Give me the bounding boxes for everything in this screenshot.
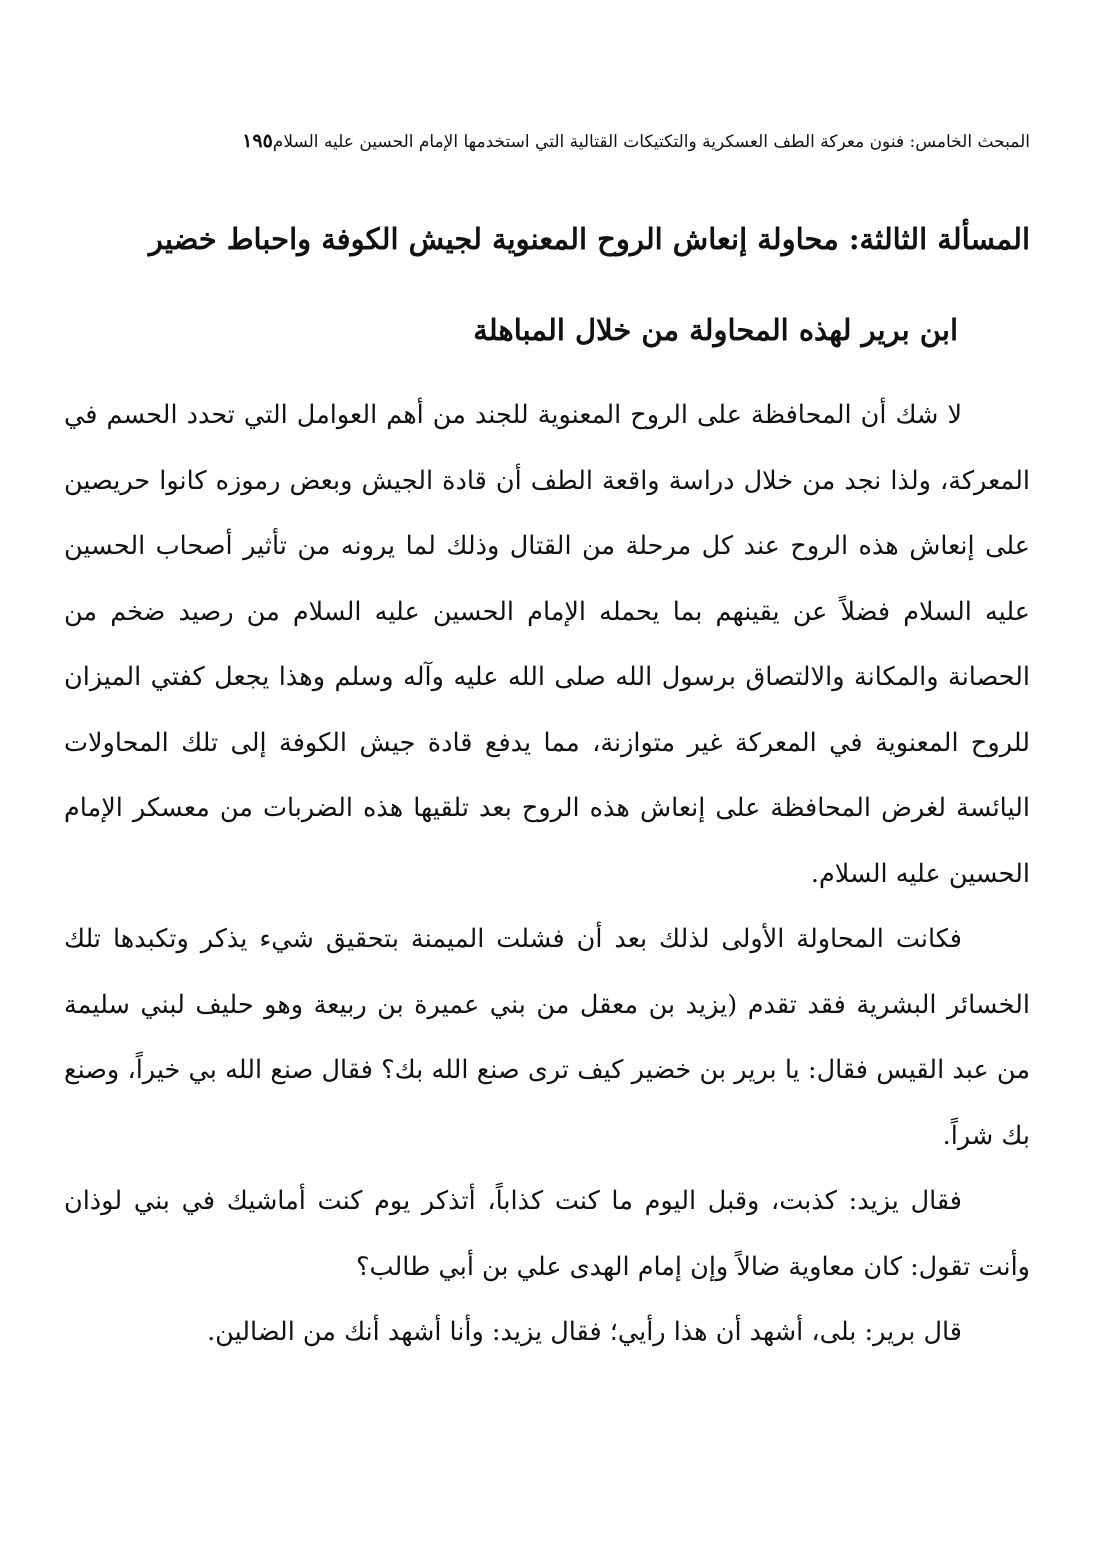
page-number: ١٩٥ bbox=[242, 130, 273, 152]
running-header-title: المبحث الخامس: فنون معركة الطف العسكرية والتكتيكات القتالية التي استخدمها الإمام الحسين عليه السلام bbox=[272, 132, 1030, 152]
paragraph-3: فقال يزيد: كذبت، وقبل اليوم ما كنت كذاباً، أتذكر يوم كنت أماشيك في بني لوذان وأنت تقول: كان معاوية ضالاً وإن إمام الهدى علي بن أبي طالب؟ bbox=[64, 1186, 1030, 1282]
body-text bbox=[64, 383, 1030, 1366]
section-title-line-1: المسألة الثالثة: محاولة إنعاش الروح المعنوية لجيش الكوفة واحباط خضير bbox=[148, 222, 1030, 256]
section-title-line-2: ابن برير لهذه المحاولة من خلال المباهلة bbox=[473, 313, 958, 347]
running-header bbox=[70, 128, 1030, 155]
paragraph-4: قال برير: بلى، أشهد أن هذا رأيي؛ فقال يزيد: وأنا أشهد أنك من الضالين. bbox=[207, 1317, 962, 1347]
paragraph-2: فكانت المحاولة الأولى لذلك بعد أن فشلت الميمنة بتحقيق شيء يذكر وتكبدها تلك الخسائر البشرية فقد تقدم (يزيد بن معقل من بني عميرة بن ربيعة وهو حليف لبني سليمة من عبد القيس فقال: يا برير بن خضير كيف ترى صنع الله بك؟ فقال صنع الله بي خيراً، وصنع بك شراً. bbox=[64, 924, 1030, 1151]
paragraph-1: لا شك أن المحافظة على الروح المعنوية للجند من أهم العوامل التي تحدد الحسم في المعركة، ولذا نجد من خلال دراسة واقعة الطف أن قادة الجيش وبعض رموزه كانوا حريصين على إنعاش هذه الروح عند كل مرحلة من القتال وذلك لما يرونه من تأثير أصحاب الحسين عليه السلام فضلاً عن يقينهم بما يحمله الإمام الحسين عليه السلام من رصيد ضخم من الحصانة والمكانة والالتصاق برسول الله صلى الله عليه وآله وسلم وهذا يجعل كفتي الميزان للروح المعنوية في المعركة غير متوازنة، مما يدفع قادة جيش الكوفة إلى تلك المحاولات اليائسة لغرض المحافظة على إنعاش هذه الروح بعد تلقيها هذه الضربات من معسكر الإمام الحسين عليه السلام. bbox=[64, 400, 1030, 889]
